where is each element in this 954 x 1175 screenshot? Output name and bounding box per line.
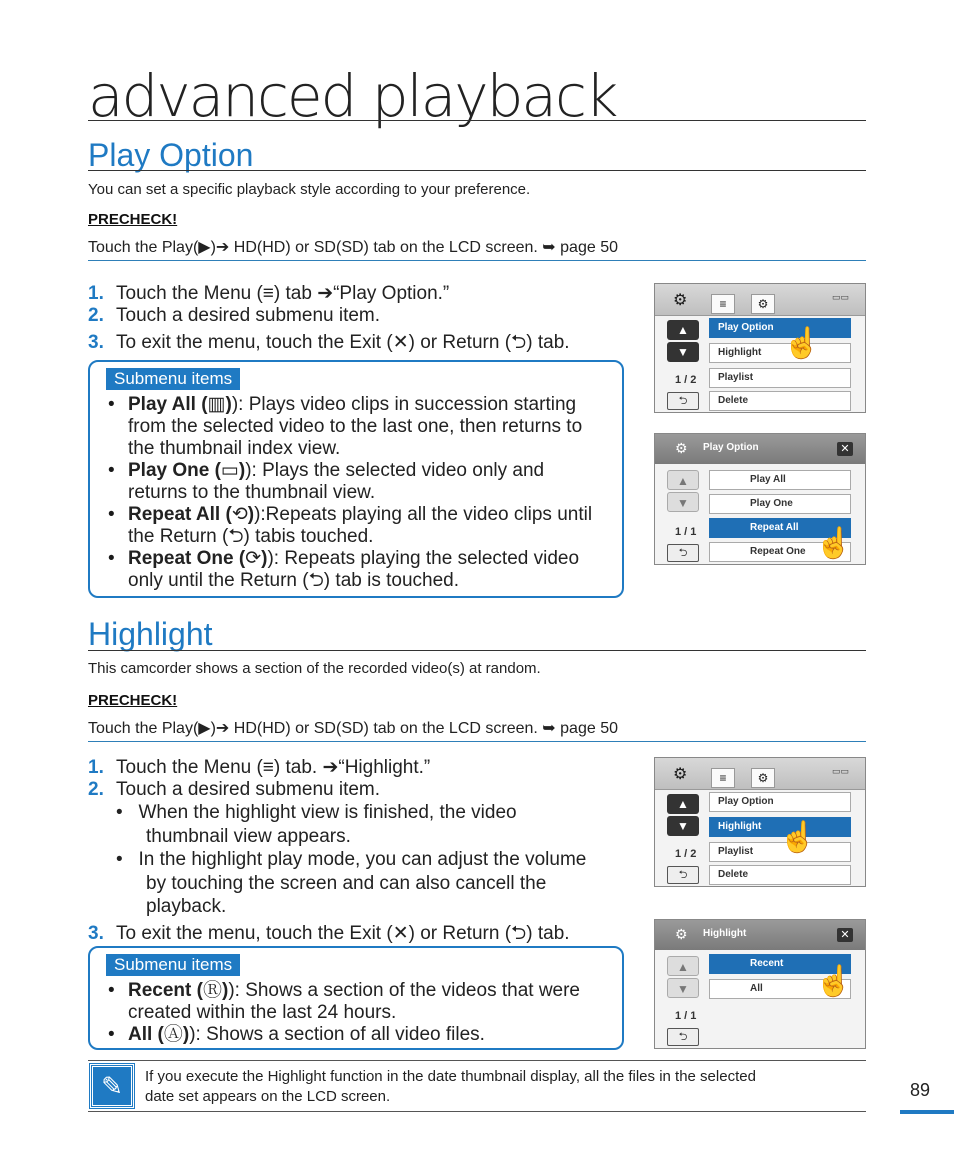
lcd-item-playlist[interactable]: Playlist xyxy=(709,368,851,388)
scroll-down-button[interactable]: ▼ xyxy=(667,342,699,362)
step-1: 1. Touch the Menu (≡) tab ➔“Play Option.” xyxy=(88,283,450,304)
section-heading-play-option: Play Option xyxy=(88,137,254,173)
title-rule xyxy=(88,120,866,121)
repeat-all-icon: ⟲ xyxy=(231,504,248,525)
settings-tab-icon[interactable]: ⚙ xyxy=(751,768,775,788)
scroll-up-button[interactable]: ▲ xyxy=(667,956,699,976)
lcd-item-playlist[interactable]: Playlist xyxy=(709,842,851,862)
section-rule xyxy=(88,170,866,171)
submenu-box: Submenu items • Play All (▥)): Plays video clips in succession starting from the selected video to the last one, then returns to the thumbnail index view. • Play One (▭)): Plays the selected video only and returns to the thumbnail view. • Repeat All (⟲)):Repeats playing all the video clips until the Return (⮌) tabis touched. • Repeat One (⟳)): Repeats playing the selected video only until the Return (⮌) tab is touched. xyxy=(88,360,624,598)
exit-button[interactable]: ✕ xyxy=(837,928,853,942)
bullet-text: returns to the thumbnail view. xyxy=(128,482,376,503)
video-mode-icon: ⚙ xyxy=(673,766,688,783)
scroll-down-button[interactable]: ▼ xyxy=(667,978,699,998)
bullet-text: the Return (⮌) tabis touched. xyxy=(128,526,374,547)
hl-substep-text: thumbnail view appears. xyxy=(146,826,351,847)
return-button[interactable]: ⮌ xyxy=(667,1028,699,1046)
lcd-item-play-all[interactable]: Play All xyxy=(709,470,851,490)
return-button[interactable]: ⮌ xyxy=(667,392,699,410)
precheck-instruction: Touch the Play(▶)➔ HD(HD) or SD(SD) tab on the LCD screen. ➥ page 50 xyxy=(88,239,618,256)
settings-tab-icon[interactable]: ⚙ xyxy=(751,294,775,314)
lcd-item-recent[interactable]: Recent xyxy=(709,954,851,974)
battery-icon: ▭▭ xyxy=(831,766,849,776)
lcd-item-repeat-all[interactable]: Repeat All xyxy=(709,518,851,538)
page-indicator: 1 / 2 xyxy=(675,848,697,860)
page-indicator: 1 / 1 xyxy=(675,1010,697,1022)
hl-step-1: 1. Touch the Menu (≡) tab. ➔“Highlight.” xyxy=(88,757,431,778)
exit-button[interactable]: ✕ xyxy=(837,442,853,456)
lcd-item-highlight[interactable]: Highlight xyxy=(709,817,851,837)
lcd-item-all[interactable]: All xyxy=(709,979,851,999)
step-3: 3. To exit the menu, touch the Exit (✕) or Return (⮌) tab. xyxy=(88,332,570,353)
hl-substep-2: • In the highlight play mode, you can adjust the volume xyxy=(116,849,587,870)
scroll-up-button[interactable]: ▲ xyxy=(667,470,699,490)
page-indicator: 1 / 2 xyxy=(675,374,697,386)
scroll-up-button[interactable]: ▲ xyxy=(667,320,699,340)
lcd-title: Play Option xyxy=(703,442,759,453)
section-rule xyxy=(88,650,866,651)
hl-substep-text: playback. xyxy=(146,896,227,917)
bullet-text: from the selected video to the last one, then returns to xyxy=(128,416,583,437)
submenu-box: Submenu items • Recent (Ⓡ)): Shows a section of the videos that were created within the last 24 hours. • All (Ⓐ)): Shows a section of all video files. xyxy=(88,946,624,1050)
bullet-text: the thumbnail index view. xyxy=(128,438,341,459)
precheck-rule xyxy=(88,741,866,742)
finger-icon: ☝ xyxy=(815,527,853,560)
hl-step-2: 2. Touch a desired submenu item. xyxy=(88,779,381,800)
precheck-label: PRECHECK! xyxy=(88,211,178,228)
video-mode-icon: ⚙ xyxy=(675,440,688,456)
bullet-text: created within the last 24 hours. xyxy=(128,1002,397,1023)
lcd-item-play-option[interactable]: Play Option xyxy=(709,318,851,338)
bullet-play-all: Play All (▥)): Plays video clips in succession starting xyxy=(128,394,577,415)
lcd-item-repeat-one[interactable]: Repeat One xyxy=(709,542,851,562)
play-one-icon: ▭ xyxy=(220,460,239,481)
note-box xyxy=(88,1060,866,1112)
video-mode-icon: ⚙ xyxy=(675,926,688,942)
bullet-recent: Recent (Ⓡ)): Shows a section of the videos that were xyxy=(128,980,580,1001)
play-all-icon: ▥ xyxy=(207,394,226,415)
submenu-label: Submenu items xyxy=(106,954,240,976)
scroll-up-button[interactable]: ▲ xyxy=(667,794,699,814)
hl-step-3: 3. To exit the menu, touch the Exit (✕) or Return (⮌) tab. xyxy=(88,923,570,944)
submenu-label: Submenu items xyxy=(106,368,240,390)
lcd-item-delete[interactable]: Delete xyxy=(709,391,851,411)
page-bar xyxy=(900,1110,954,1114)
precheck-instruction: Touch the Play(▶)➔ HD(HD) or SD(SD) tab on the LCD screen. ➥ page 50 xyxy=(88,720,618,737)
bullet-play-one: Play One (▭)): Plays the selected video only and xyxy=(128,460,545,481)
lcd-item-play-one[interactable]: Play One xyxy=(709,494,851,514)
lcd-item-delete[interactable]: Delete xyxy=(709,865,851,885)
lcd-play-option-screen xyxy=(654,433,866,565)
lcd-menu-screen xyxy=(654,757,866,887)
all-icon: Ⓐ xyxy=(163,1024,183,1045)
finger-icon: ☝ xyxy=(779,821,817,854)
menu-tab-icon[interactable]: ≡ xyxy=(711,294,735,314)
bullet-repeat-one: Repeat One (⟳)): Repeats playing the selected video xyxy=(128,548,580,569)
menu-tab-icon[interactable]: ≡ xyxy=(711,768,735,788)
finger-icon: ☝ xyxy=(815,965,853,998)
precheck-rule xyxy=(88,260,866,261)
page-title: advanced playback xyxy=(88,62,617,130)
video-mode-icon: ⚙ xyxy=(673,292,688,309)
hl-substep-1: • When the highlight view is finished, the video xyxy=(116,802,517,823)
return-button[interactable]: ⮌ xyxy=(667,866,699,884)
note-pencil-icon: ✎ xyxy=(90,1064,134,1108)
scroll-down-button[interactable]: ▼ xyxy=(667,492,699,512)
finger-icon: ☝ xyxy=(783,327,821,360)
recent-icon: Ⓡ xyxy=(202,980,222,1001)
hl-substep-text: by touching the screen and can also cancell the xyxy=(146,873,547,894)
scroll-down-button[interactable]: ▼ xyxy=(667,816,699,836)
lcd-item-play-option[interactable]: Play Option xyxy=(709,792,851,812)
note-text: If you execute the Highlight function in the date thumbnail display, all the files in the selected date set appears on the LCD screen. xyxy=(145,1068,756,1105)
page-indicator: 1 / 1 xyxy=(675,526,697,538)
page-number: 89 xyxy=(910,1080,931,1100)
lcd-menu-screen xyxy=(654,283,866,413)
return-button[interactable]: ⮌ xyxy=(667,544,699,562)
bullet-all: All (Ⓐ)): Shows a section of all video files. xyxy=(128,1024,485,1045)
lcd-title: Highlight xyxy=(703,928,747,939)
bullet-repeat-all: Repeat All (⟲)):Repeats playing all the video clips until xyxy=(128,504,593,525)
step-2: 2. Touch a desired submenu item. xyxy=(88,305,381,326)
bullet-text: only until the Return (⮌) tab is touched. xyxy=(128,570,460,591)
section-heading-highlight: Highlight xyxy=(88,616,213,652)
precheck-label: PRECHECK! xyxy=(88,692,178,709)
repeat-one-icon: ⟳ xyxy=(245,548,262,569)
play-option-intro: You can set a specific playback style according to your preference. xyxy=(88,181,531,198)
lcd-highlight-screen xyxy=(654,919,866,1049)
highlight-intro: This camcorder shows a section of the recorded video(s) at random. xyxy=(88,660,541,677)
lcd-item-highlight[interactable]: Highlight xyxy=(709,343,851,363)
battery-icon: ▭▭ xyxy=(831,292,849,302)
